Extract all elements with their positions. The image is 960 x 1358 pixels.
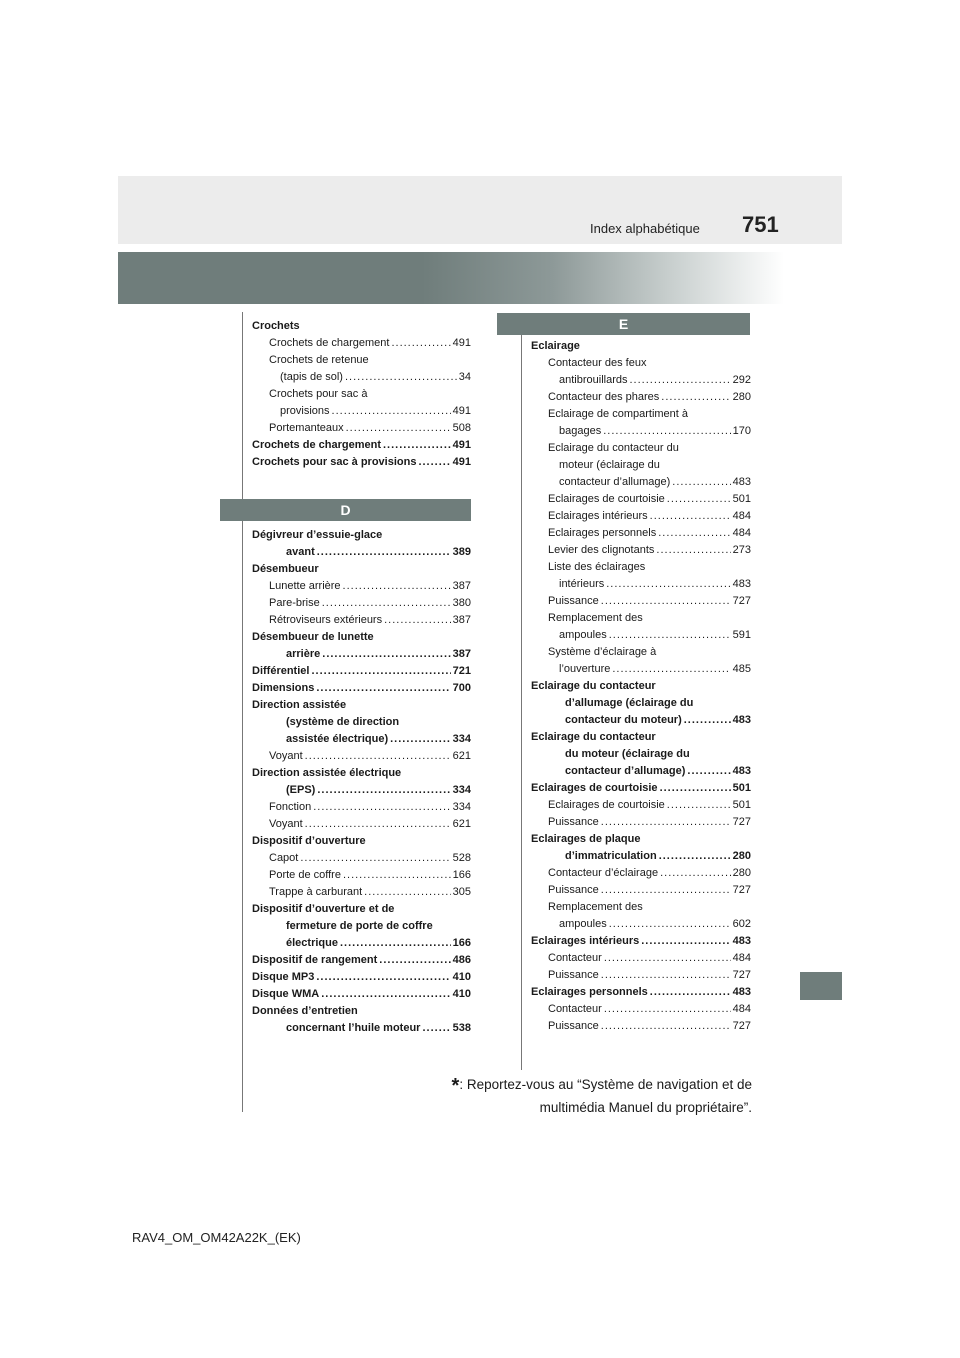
dot-leader (422, 1020, 450, 1037)
index-entry-term: Différentiel (252, 665, 310, 677)
dot-leader (659, 848, 731, 865)
index-entry: Remplacement des (548, 612, 643, 624)
index-entry-page: 484 (732, 1003, 751, 1015)
index-entry-page: 621 (452, 818, 471, 830)
index-entry (531, 491, 751, 508)
index-entry (531, 423, 751, 440)
index-entry: Liste des éclairages (548, 561, 646, 573)
index-entry-page: 727 (732, 1020, 751, 1032)
index-entry-term: arrière (286, 648, 321, 660)
index-entry-page: 483 (732, 935, 751, 947)
index-entry-term: Portemanteaux (269, 422, 344, 434)
index-entry-page: 387 (452, 614, 471, 626)
index-entry-term: (EPS) (286, 784, 316, 796)
dot-leader (322, 646, 450, 663)
index-column-left (252, 318, 471, 1037)
index-entry-term: contacteur du moteur) (565, 714, 682, 726)
index-entry-term: Disque MP3 (252, 971, 315, 983)
index-entry (252, 369, 471, 386)
index-entry-page: 410 (452, 971, 471, 983)
index-entry-term: Pare-brise (269, 597, 320, 609)
index-entry-page: 166 (452, 869, 471, 881)
index-entry-page: 389 (452, 546, 471, 558)
index-entry-term: Eclairages de courtoisie (548, 799, 665, 811)
dot-leader (606, 576, 730, 593)
left-column-rule (242, 312, 243, 1112)
index-entry (252, 731, 471, 748)
index-entry-page: 280 (732, 867, 751, 879)
index-entry-term: Rétroviseurs extérieurs (269, 614, 383, 626)
index-entry: Système d’éclairage à (548, 646, 657, 658)
index-entry (252, 420, 471, 437)
index-entry-term: Contacteur (548, 1003, 602, 1015)
index-entry-term: Eclairages de courtoisie (531, 782, 658, 794)
dot-leader (609, 627, 731, 644)
index-entry (531, 950, 751, 967)
index-entry: moteur (éclairage du (559, 459, 660, 471)
index-entry-term: Capot (269, 852, 299, 864)
dot-leader (340, 935, 451, 952)
index-entry (252, 850, 471, 867)
dot-leader (660, 780, 731, 797)
index-entry: Désembueur de lunette (252, 631, 374, 643)
index-entry-page: 491 (452, 439, 471, 451)
index-group-d (252, 527, 471, 1037)
index-entry: Données d’entretien (252, 1005, 358, 1017)
dot-leader (667, 797, 731, 814)
dot-leader (383, 437, 451, 454)
index-entry (252, 884, 471, 901)
dot-leader (641, 933, 730, 950)
index-entry (531, 661, 751, 678)
dot-leader (629, 372, 730, 389)
index-entry (531, 576, 751, 593)
index-entry (252, 782, 471, 799)
index-entry: Dégivreur d’essuie-glace (252, 529, 383, 541)
index-entry-term: Eclairages personnels (531, 986, 648, 998)
dot-leader (379, 952, 450, 969)
dot-leader (305, 816, 451, 833)
index-entry-page: 491 (452, 456, 471, 468)
index-entry-term: Dispositif de rangement (252, 954, 378, 966)
dot-leader (650, 508, 731, 525)
index-entry (531, 712, 751, 729)
index-entry: Eclairage du contacteur (531, 731, 656, 743)
index-entry (531, 525, 751, 542)
dot-leader (343, 867, 451, 884)
index-entry-page: 34 (458, 371, 471, 383)
index-entry-term: antibrouillards (559, 374, 628, 386)
index-entry-page: 410 (452, 988, 471, 1000)
index-entry-term: Contacteur (548, 952, 602, 964)
index-entry-term: Crochets de chargement (252, 439, 381, 451)
index-entry: Crochets (252, 320, 300, 332)
index-entry-page: 484 (732, 527, 751, 539)
index-entry-term: avant (286, 546, 315, 558)
index-entry: Eclairage du contacteur (531, 680, 656, 692)
footnote (436, 1074, 752, 1119)
index-entry-term: Disque WMA (252, 988, 320, 1000)
index-entry-term: (tapis de sol) (280, 371, 343, 383)
index-entry: Eclairage (531, 340, 580, 352)
dot-leader (332, 403, 451, 420)
index-entry-term: Puissance (548, 816, 599, 828)
dot-leader (305, 748, 451, 765)
index-entry-term: Crochets de chargement (269, 337, 390, 349)
index-entry-page: 380 (452, 597, 471, 609)
index-entry (252, 612, 471, 629)
index-entry-page: 508 (452, 422, 471, 434)
middle-column-rule (521, 335, 522, 1070)
index-entry-page: 483 (732, 476, 751, 488)
index-entry-page: 700 (452, 682, 471, 694)
index-entry-page: 491 (452, 337, 471, 349)
index-entry (252, 454, 471, 471)
index-entry (252, 646, 471, 663)
index-entry (531, 593, 751, 610)
index-entry (531, 372, 751, 389)
chapter-thumb-tab (800, 972, 842, 1000)
index-entry-page: 305 (452, 886, 471, 898)
dot-leader (317, 782, 450, 799)
index-entry-term: Voyant (269, 750, 303, 762)
dot-leader (313, 799, 450, 816)
index-entry-term: Levier des clignotants (548, 544, 655, 556)
index-entry: Direction assistée électrique (252, 767, 402, 779)
index-entry (252, 663, 471, 680)
index-entry (531, 389, 751, 406)
index-entry (531, 916, 751, 933)
dot-leader (311, 663, 450, 680)
dot-leader (684, 712, 731, 729)
index-entry-page: 484 (732, 952, 751, 964)
index-entry (252, 1020, 471, 1037)
index-entry (252, 816, 471, 833)
dot-leader (390, 731, 451, 748)
dot-leader (322, 595, 451, 612)
index-entry-page: 334 (452, 733, 471, 745)
dot-leader (601, 593, 731, 610)
index-entry: Dispositif d’ouverture (252, 835, 366, 847)
footnote-asterisk: * (451, 1075, 460, 1097)
index-entry (252, 595, 471, 612)
dot-leader (660, 865, 731, 882)
dot-leader (609, 916, 731, 933)
index-entry (531, 848, 751, 865)
index-entry-term: Puissance (548, 595, 599, 607)
index-entry (252, 544, 471, 561)
index-column-right (531, 338, 751, 1035)
index-entry (531, 865, 751, 882)
dot-leader (604, 950, 731, 967)
index-entry-term: Contacteur d’éclairage (548, 867, 659, 879)
index-entry (531, 1001, 751, 1018)
dot-leader (391, 335, 450, 352)
index-entry (252, 799, 471, 816)
index-entry-page: 280 (732, 391, 751, 403)
dot-leader (650, 984, 731, 1001)
index-group-e (531, 338, 751, 1035)
dot-leader (343, 578, 451, 595)
dot-leader (687, 763, 730, 780)
dot-leader (364, 884, 450, 901)
index-entry-page: 170 (732, 425, 751, 437)
index-entry: Crochets pour sac à (269, 388, 368, 400)
dot-leader (321, 986, 450, 1003)
index-entry-term: assistée électrique) (286, 733, 389, 745)
index-entry (531, 882, 751, 899)
index-entry-term: Eclairages intérieurs (548, 510, 648, 522)
index-entry: Désembueur (252, 563, 319, 575)
dot-leader (418, 454, 450, 471)
dot-leader (672, 474, 730, 491)
index-entry-page: 727 (732, 969, 751, 981)
index-entry (531, 933, 751, 950)
page-number: 751 (742, 212, 779, 237)
index-entry (252, 680, 471, 697)
index-entry-page: 486 (452, 954, 471, 966)
dot-leader (601, 967, 731, 984)
index-entry-page: 501 (732, 799, 751, 811)
index-entry (252, 437, 471, 454)
index-entry: d’allumage (éclairage du (565, 697, 694, 709)
index-entry-page: 727 (732, 595, 751, 607)
index-entry (252, 935, 471, 952)
index-entry-page: 727 (732, 816, 751, 828)
section-header-e: E (497, 313, 750, 335)
index-entry-term: Puissance (548, 1020, 599, 1032)
dot-leader (346, 420, 451, 437)
index-entry-page: 483 (732, 986, 751, 998)
index-entry-term: d’immatriculation (565, 850, 657, 862)
index-entry-term: Puissance (548, 969, 599, 981)
index-entry-page: 334 (452, 801, 471, 813)
index-entry: Direction assistée (252, 699, 347, 711)
index-entry: fermeture de porte de coffre (286, 920, 433, 932)
dot-leader (317, 544, 451, 561)
index-entry-page: 483 (732, 765, 751, 777)
index-entry (531, 763, 751, 780)
index-group-c (252, 318, 471, 471)
document-code: RAV4_OM_OM42A22K_(EK) (132, 1230, 301, 1245)
index-entry: du moteur (éclairage du (565, 748, 690, 760)
dot-leader (667, 491, 731, 508)
index-entry-page: 485 (732, 663, 751, 675)
index-entry-term: intérieurs (559, 578, 605, 590)
index-entry (252, 748, 471, 765)
index-entry-term: Contacteur des phares (548, 391, 660, 403)
page-title: Index alphabétique (590, 221, 700, 236)
index-entry-term: concernant l’huile moteur (286, 1022, 421, 1034)
index-entry-term: l’ouverture (559, 663, 611, 675)
dot-leader (316, 969, 450, 986)
index-entry (252, 403, 471, 420)
index-entry: Dispositif d’ouverture et de (252, 903, 395, 915)
index-entry-term: Eclairages intérieurs (531, 935, 640, 947)
index-entry-term: Dimensions (252, 682, 315, 694)
index-entry-term: ampoules (559, 629, 607, 641)
index-entry-page: 387 (452, 580, 471, 592)
index-entry (531, 508, 751, 525)
index-entry-page: 483 (732, 714, 751, 726)
index-entry-page: 491 (452, 405, 471, 417)
index-entry-term: Trappe à carburant (269, 886, 363, 898)
index-entry-page: 591 (732, 629, 751, 641)
index-entry (531, 474, 751, 491)
dot-leader (656, 542, 730, 559)
index-entry (531, 542, 751, 559)
index-entry-term: bagages (559, 425, 602, 437)
index-entry-term: Porte de coffre (269, 869, 341, 881)
section-header-d: D (220, 499, 471, 521)
dot-leader (601, 882, 731, 899)
index-entry (252, 969, 471, 986)
index-entry-term: Puissance (548, 884, 599, 896)
dot-leader (661, 389, 730, 406)
index-entry-page: 273 (732, 544, 751, 556)
index-entry-term: Fonction (269, 801, 312, 813)
dot-leader (300, 850, 450, 867)
dot-leader (316, 680, 450, 697)
index-entry-term: contacteur d’allumage) (565, 765, 686, 777)
footnote-line-1: : Reportez-vous au “Système de navigation et de (459, 1077, 752, 1092)
index-entry-page: 528 (452, 852, 471, 864)
dot-leader (658, 525, 730, 542)
index-entry-page: 602 (732, 918, 751, 930)
dot-leader (603, 423, 730, 440)
index-entry: Eclairage de compartiment à (548, 408, 689, 420)
index-entry (252, 335, 471, 352)
index-entry (531, 627, 751, 644)
index-entry-page: 621 (452, 750, 471, 762)
index-entry-page: 538 (452, 1022, 471, 1034)
index-entry-term: ampoules (559, 918, 607, 930)
index-entry-page: 166 (452, 937, 471, 949)
dot-leader (604, 1001, 731, 1018)
index-entry-page: 292 (732, 374, 751, 386)
dot-leader (601, 814, 731, 831)
index-entry-term: Voyant (269, 818, 303, 830)
index-entry-page: 280 (732, 850, 751, 862)
index-entry: Crochets de retenue (269, 354, 369, 366)
index-entry-term: électrique (286, 937, 338, 949)
index-entry-page: 721 (452, 665, 471, 677)
dot-leader (601, 1018, 731, 1035)
header-gradient-bar (118, 252, 842, 304)
index-entry-term: Lunette arrière (269, 580, 341, 592)
dot-leader (384, 612, 451, 629)
index-entry-page: 501 (732, 782, 751, 794)
index-entry (531, 814, 751, 831)
index-entry (531, 780, 751, 797)
dot-leader (612, 661, 730, 678)
index-entry (531, 797, 751, 814)
index-entry: (système de direction (286, 716, 400, 728)
index-entry (252, 952, 471, 969)
index-entry-page: 501 (732, 493, 751, 505)
index-entry (252, 578, 471, 595)
index-entry: Remplacement des (548, 901, 643, 913)
index-entry-term: Eclairages personnels (548, 527, 657, 539)
index-entry: Contacteur des feux (548, 357, 647, 369)
index-entry (531, 1018, 751, 1035)
index-entry-page: 483 (732, 578, 751, 590)
index-entry: Eclairages de plaque (531, 833, 641, 845)
index-entry (531, 967, 751, 984)
footnote-line-2: multimédia Manuel du propriétaire”. (539, 1100, 752, 1115)
index-entry (252, 986, 471, 1003)
index-entry-page: 334 (452, 784, 471, 796)
index-entry-term: contacteur d’allumage) (559, 476, 671, 488)
index-entry-term: Crochets pour sac à provisions (252, 456, 417, 468)
index-entry-term: Eclairages de courtoisie (548, 493, 665, 505)
index-entry (531, 984, 751, 1001)
header-band (118, 176, 842, 244)
index-entry: Eclairage du contacteur du (548, 442, 679, 454)
index-entry-page: 727 (732, 884, 751, 896)
index-entry-term: provisions (280, 405, 330, 417)
index-entry-page: 387 (452, 648, 471, 660)
dot-leader (345, 369, 457, 386)
index-entry (252, 867, 471, 884)
index-entry-page: 484 (732, 510, 751, 522)
